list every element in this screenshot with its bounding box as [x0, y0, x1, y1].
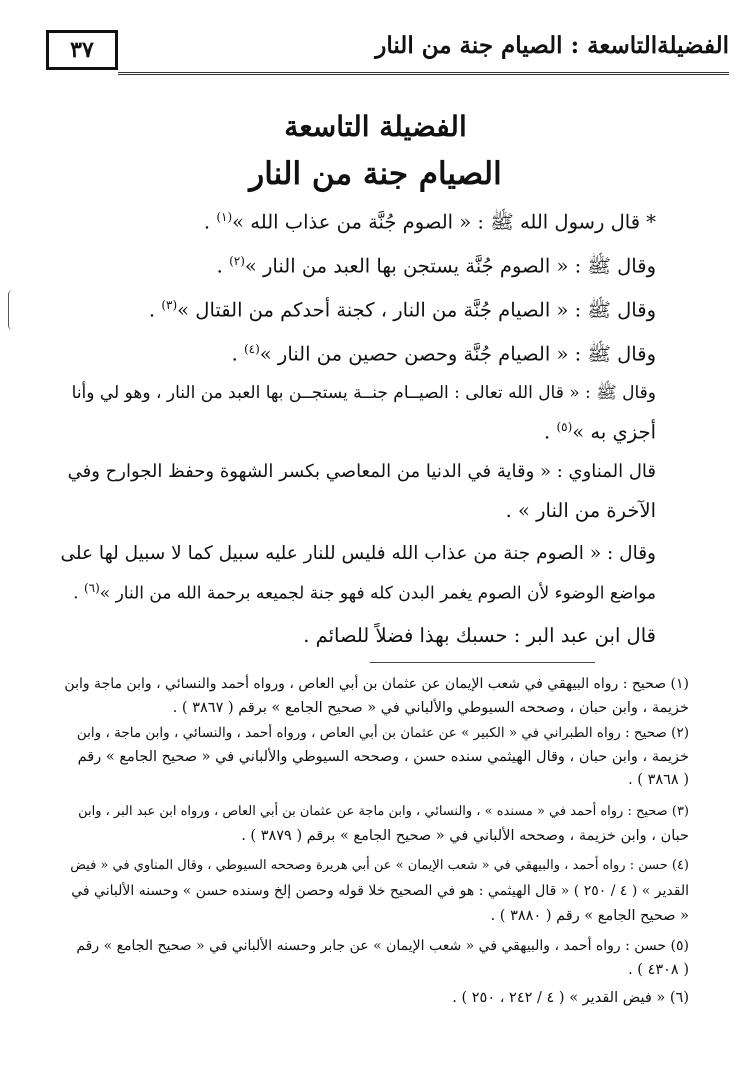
footnote-line: خزيمة ، وابن حبان ، وقال الهيثمي سنده حسن ، وصححه السيوطي والألباني في « صحيح الجامع » رقم: [77, 749, 689, 765]
footnote-line: (٤) حسن : رواه أحمد ، والبيهقي في « شعب الإيمان » عن أبي هريرة وصححه السيوطي ، وقال المناوي في « فيض: [70, 858, 689, 873]
footnote-line: ( ٤٣٠٨ ) .: [628, 962, 689, 978]
footnote-ref: (٦): [83, 581, 100, 595]
footnote-ref: (٤): [243, 342, 260, 356]
footnote-line: (١) صحيح : رواه البيهقي في شعب الإيمان عن عثمان بن أبي العاص ، ورواه أحمد والنسائي ، وابن ماجة وابن: [64, 676, 689, 692]
footnote-ref: (٥): [556, 420, 573, 434]
body-line: قال ابن عبد البر : حسبك بهذا فضلاً للصائم .: [303, 624, 656, 647]
footnote-line: (٣) صحيح : رواه أحمد في « مسنده » ، والنسائي ، وابن ماجة عن عثمان بن أبي العاص ، ورواه ابن عبد البر ، وابن: [78, 804, 689, 819]
margin-mark: [8, 290, 17, 330]
body-line: وقال : « الصوم جنة من عذاب الله فليس للنار عليه سبيل كما لا سبيل لها على: [60, 543, 656, 564]
page-header: [46, 26, 729, 72]
page-number: ٣٧: [46, 30, 118, 70]
footnote-ref: (١): [216, 210, 233, 224]
body-line: وقال ﷺ : « الصيام جُنَّة من النار ، كجنة أحدكم من القتال »$^{(٣)}$ .: [148, 298, 656, 322]
footnote-line: (٦) « فيض القدير » ( ٤ / ٢٤٢ ، ٢٥٠ ) .: [452, 990, 689, 1006]
chapter-subheading: الصيام جنة من النار: [249, 156, 502, 192]
body-line: وقال ﷺ : « قال الله تعالى : الصيــام جنــة يستجــن بها العبد من النار ، وهو لي وأنا: [71, 383, 656, 403]
footnote-line: (٥) حسن : رواه أحمد ، والبيهقي في « شعب الإيمان » عن جابر وحسنه الألباني في « صحيح الجامع » رقم: [76, 938, 689, 954]
body-line: * قال رسول الله ﷺ : « الصوم جُنَّة من عذاب الله »$^{(١)}$ .: [203, 210, 656, 234]
body-line: الآخرة من النار » .: [505, 499, 656, 522]
footnote-line: القدير » ( ٤ / ٢٥٠ ) « قال الهيثمي : هو في الصحيح خلا قوله وحصن إلخ وسنده حسن » وحسنه الألباني في: [71, 883, 689, 899]
footnote-line: ( ٣٨٦٨ ) .: [628, 772, 689, 788]
body-line: قال المناوي : « وقاية في الدنيا من المعاصي بكسر الشهوة وحفظ الجوارح وفي: [67, 461, 656, 482]
body-line: أجزي به »$^{(٥)}$ .: [544, 420, 656, 444]
footnote-ref: (٣): [161, 298, 178, 312]
footnote-ref: (٢): [229, 254, 245, 268]
running-title: الفضيلةالتاسعة : الصيام جنة من النار: [375, 32, 729, 59]
footnote-divider: [370, 662, 595, 663]
body-line: وقال ﷺ : « الصيام جُنَّة وحصن حصين من النار »$^{(٤)}$ .: [231, 342, 656, 366]
footnote-line: حبان ، وابن خزيمة ، وصححه الألباني في « صحيح الجامع » برقم ( ٣٨٧٩ ) .: [241, 828, 689, 844]
header-divider: [118, 72, 729, 75]
body-line: مواضع الوضوء لأن الصوم يغمر البدن كله فهو جنة لجميعه برحمة الله من النار »$^{(٦)}$ .: [73, 581, 656, 604]
body-line: وقال ﷺ : « الصوم جُنَّة يستجن بها العبد من النار »$^{(٢)}$ .: [216, 254, 656, 278]
footnote-line: خزيمة ، وابن حبان ، وصححه السيوطي والألباني في « صحيح الجامع » برقم ( ٣٨٦٧ ) .: [172, 700, 689, 716]
chapter-heading: الفضيلة التاسعة: [284, 110, 467, 143]
footnote-line: (٢) صحيح : رواه الطبراني في « الكبير » عن عثمان بن أبي العاص ، ورواه أحمد ، والنسائي ، وابن ماجة ، وابن: [76, 725, 689, 741]
footnote-line: « صحيح الجامع » رقم ( ٣٨٨٠ ) .: [490, 908, 689, 924]
